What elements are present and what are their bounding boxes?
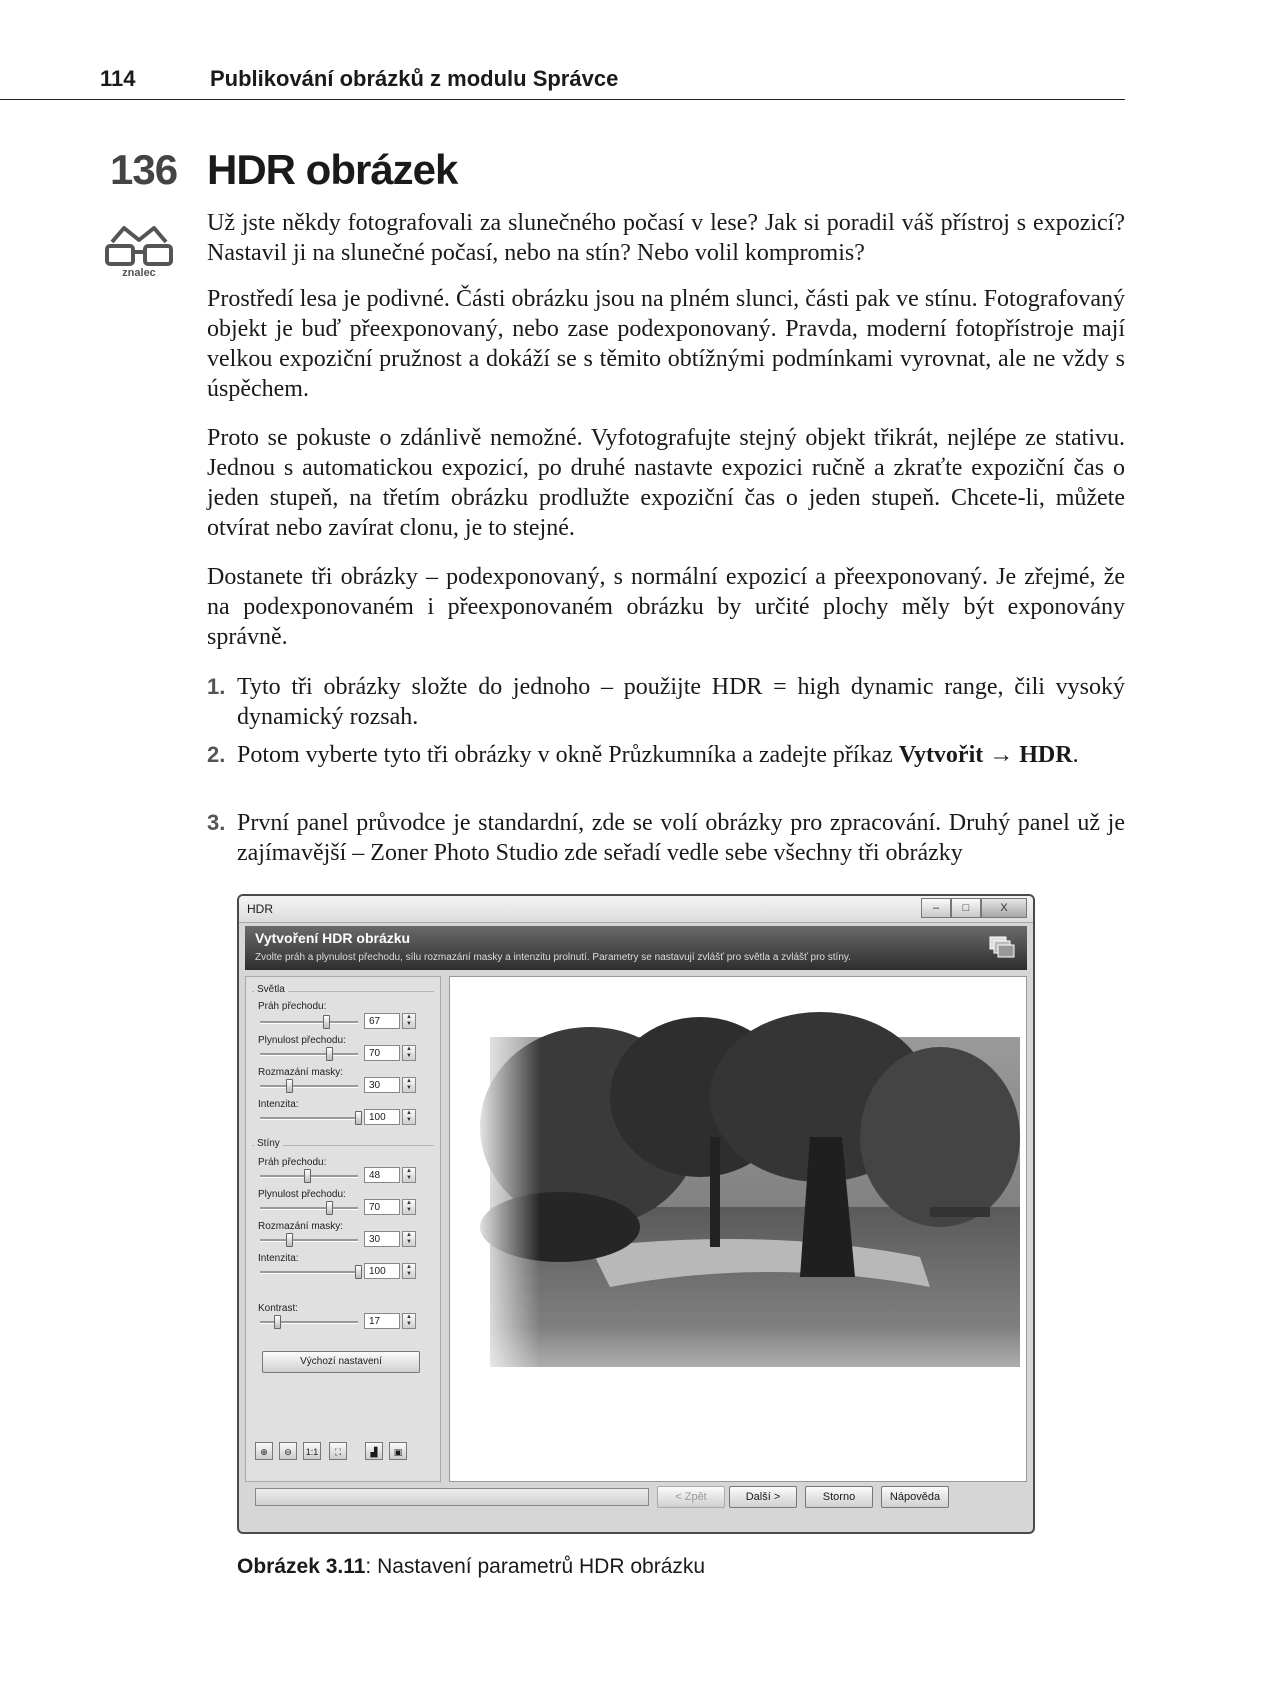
paragraph: Dostanete tři obrázky – podexponovaný, s normální expozicí a přeexponovaný. Je zřejmé, že na podexponovaném i přeexponovaném obrázku by určité plochy měly být exponovány správně. — [207, 564, 1125, 650]
mask-blur-input[interactable]: 30 — [364, 1077, 400, 1093]
list-item — [207, 808, 1125, 868]
spin-buttons[interactable]: ▲ ▼ — [402, 1167, 416, 1183]
smoothness-input[interactable]: 70 — [364, 1045, 400, 1061]
slider-thumb[interactable] — [355, 1265, 362, 1279]
hdr-preview-photo — [470, 1007, 1026, 1467]
contrast-slider[interactable] — [260, 1321, 358, 1324]
spin-buttons[interactable]: ▲ ▼ — [402, 1109, 416, 1125]
slider-thumb[interactable] — [326, 1201, 333, 1215]
step-number: 1. — [207, 674, 226, 699]
spin-buttons[interactable]: ▲ ▼ — [402, 1263, 416, 1279]
param-label: Práh přechodu: — [258, 1001, 327, 1012]
param-label: Intenzita: — [258, 1099, 299, 1110]
spin-buttons[interactable]: ▲ ▼ — [402, 1231, 416, 1247]
param-label: Práh přechodu: — [258, 1157, 327, 1168]
figure-caption — [237, 1555, 705, 1579]
slider-thumb[interactable] — [326, 1047, 333, 1061]
tip-number: 136 — [110, 146, 178, 193]
step-text-before: Potom vyberte tyto tři obrázky v okně Průzkumníka a zadejte příkaz — [237, 742, 899, 768]
step-text-after: . — [1072, 742, 1079, 768]
level-label: znalec — [122, 267, 156, 279]
threshold-slider[interactable] — [260, 1021, 358, 1024]
help-button[interactable]: Nápověda — [881, 1486, 949, 1508]
step-number: 3. — [207, 810, 226, 835]
hdr-dialog-screenshot — [237, 894, 1035, 1534]
zoom-out-icon[interactable]: ⊖ — [279, 1442, 297, 1460]
fit-icon[interactable]: ⛶ — [329, 1442, 347, 1460]
step-text — [237, 740, 1125, 770]
spin-buttons[interactable]: ▲ ▼ — [402, 1077, 416, 1093]
cancel-button[interactable]: Storno — [805, 1486, 873, 1508]
image-preview — [449, 976, 1027, 1482]
window-title: HDR — [247, 902, 273, 916]
threshold-slider[interactable] — [260, 1175, 358, 1178]
threshold-input[interactable]: 48 — [364, 1167, 400, 1183]
threshold-input[interactable]: 67 — [364, 1013, 400, 1029]
contrast-input[interactable]: 17 — [364, 1313, 400, 1329]
section-title: HDR obrázek — [207, 146, 458, 193]
param-label: Kontrast: — [258, 1303, 299, 1314]
dialog-heading: Vytvoření HDR obrázku — [255, 930, 411, 946]
param-label: Rozmazání masky: — [258, 1221, 344, 1232]
settings-icon[interactable]: ▣ — [389, 1442, 407, 1460]
spin-buttons[interactable]: ▲ ▼ — [402, 1045, 416, 1061]
list-item — [207, 672, 1125, 732]
zoom-in-icon[interactable]: ⊕ — [255, 1442, 273, 1460]
intensity-input[interactable]: 100 — [364, 1109, 400, 1125]
list-item — [207, 740, 1125, 770]
intensity-input[interactable]: 100 — [364, 1263, 400, 1279]
default-settings-button[interactable]: Výchozí nastavení — [262, 1351, 420, 1373]
next-button[interactable]: Další > — [729, 1486, 797, 1508]
title-bar — [239, 896, 1033, 923]
slider-thumb[interactable] — [286, 1079, 293, 1093]
dialog-subtitle: Zvolte práh a plynulost přechodu, sílu rozmazání masky a intenzitu prolnutí. Parametry se nastavují zvlášť pro světla a zvlášť pro stíny. — [255, 952, 851, 963]
close-button[interactable]: X — [981, 898, 1027, 918]
mask-blur-input[interactable]: 30 — [364, 1231, 400, 1247]
step-text: První panel průvodce je standardní, zde se volí obrázky pro zpracování. Druhý panel už je zajímavější – Zoner Photo Studio zde seřadí vedle sebe všechny tři obrázky — [237, 810, 1125, 866]
command-path: Vytvořit → HDR — [898, 742, 1073, 768]
intensity-slider[interactable] — [260, 1117, 358, 1120]
paragraph: Už jste někdy fotografovali za slunečného počasí v lese? Jak si poradil váš přístroj s expozicí? Nastavil ji na slunečné počasí, nebo na stín? Nebo volil kompromis? — [207, 210, 1125, 266]
slider-thumb[interactable] — [274, 1315, 281, 1329]
param-label: Rozmazání masky: — [258, 1067, 344, 1078]
step-text: Tyto tři obrázky složte do jednoho – použijte HDR = high dynamic range, čili vysoký dynamický rozsah. — [237, 674, 1125, 730]
smoothness-slider[interactable] — [260, 1053, 358, 1056]
zoom-1to1-button[interactable]: 1:1 — [303, 1442, 321, 1460]
page-number: 114 — [100, 66, 136, 91]
slider-thumb[interactable] — [304, 1169, 311, 1183]
parameters-panel — [245, 976, 441, 1482]
caption-label: Obrázek 3.11 — [237, 1555, 366, 1578]
paragraph: Prostředí lesa je podivné. Části obrázku jsou na plném slunci, části pak ve stínu. Fotografovaný objekt je buď přeexponovaný, nebo zase podexponovaný. Pravda, moderní fotopřístroje mají velkou expoziční pružnost a dokáží se s těmito obtížnými podmínkami vyrovnat, ale ne vždy s úspěchem. — [207, 286, 1125, 402]
param-label: Plynulost přechodu: — [258, 1035, 346, 1046]
intensity-slider[interactable] — [260, 1271, 358, 1274]
window-controls — [921, 898, 1027, 918]
mask-blur-slider[interactable] — [260, 1085, 358, 1088]
histogram-icon[interactable]: ▟ — [365, 1442, 383, 1460]
step-number: 2. — [207, 742, 226, 767]
maximize-button[interactable]: □ — [951, 898, 981, 918]
group-label: Stíny — [254, 1138, 283, 1149]
minimize-button[interactable]: – — [921, 898, 951, 918]
running-title: Publikování obrázků z modulu Správce — [210, 66, 619, 91]
progress-bar — [255, 1488, 649, 1506]
dialog-header — [245, 926, 1027, 970]
header-rule — [0, 99, 1125, 100]
param-label: Plynulost přechodu: — [258, 1189, 346, 1200]
back-button[interactable]: < Zpět — [657, 1486, 725, 1508]
caption-text: : Nastavení parametrů HDR obrázku — [365, 1555, 706, 1578]
smoothness-slider[interactable] — [260, 1207, 358, 1210]
slider-thumb[interactable] — [355, 1111, 362, 1125]
layers-icon — [989, 936, 1015, 958]
spin-buttons[interactable]: ▲ ▼ — [402, 1313, 416, 1329]
mask-blur-slider[interactable] — [260, 1239, 358, 1242]
slider-thumb[interactable] — [323, 1015, 330, 1029]
spin-buttons[interactable]: ▲ ▼ — [402, 1199, 416, 1215]
spin-buttons[interactable]: ▲ ▼ — [402, 1013, 416, 1029]
paragraph: Proto se pokuste o zdánlivě nemožné. Vyfotografujte stejný objekt třikrát, nejlépe ze stativu. Jednou s automatickou expozicí, po druhé nastavte expozici ručně a zkraťte expoziční čas o jeden stupeň, na třetím obrázku prodlužte expoziční čas o jeden stupeň. Chcete-li, můžete otvírat nebo zavírat clonu, je to stejné. — [207, 425, 1125, 541]
slider-thumb[interactable] — [286, 1233, 293, 1247]
param-label: Intenzita: — [258, 1253, 299, 1264]
group-label: Světla — [254, 984, 288, 995]
smoothness-input[interactable]: 70 — [364, 1199, 400, 1215]
